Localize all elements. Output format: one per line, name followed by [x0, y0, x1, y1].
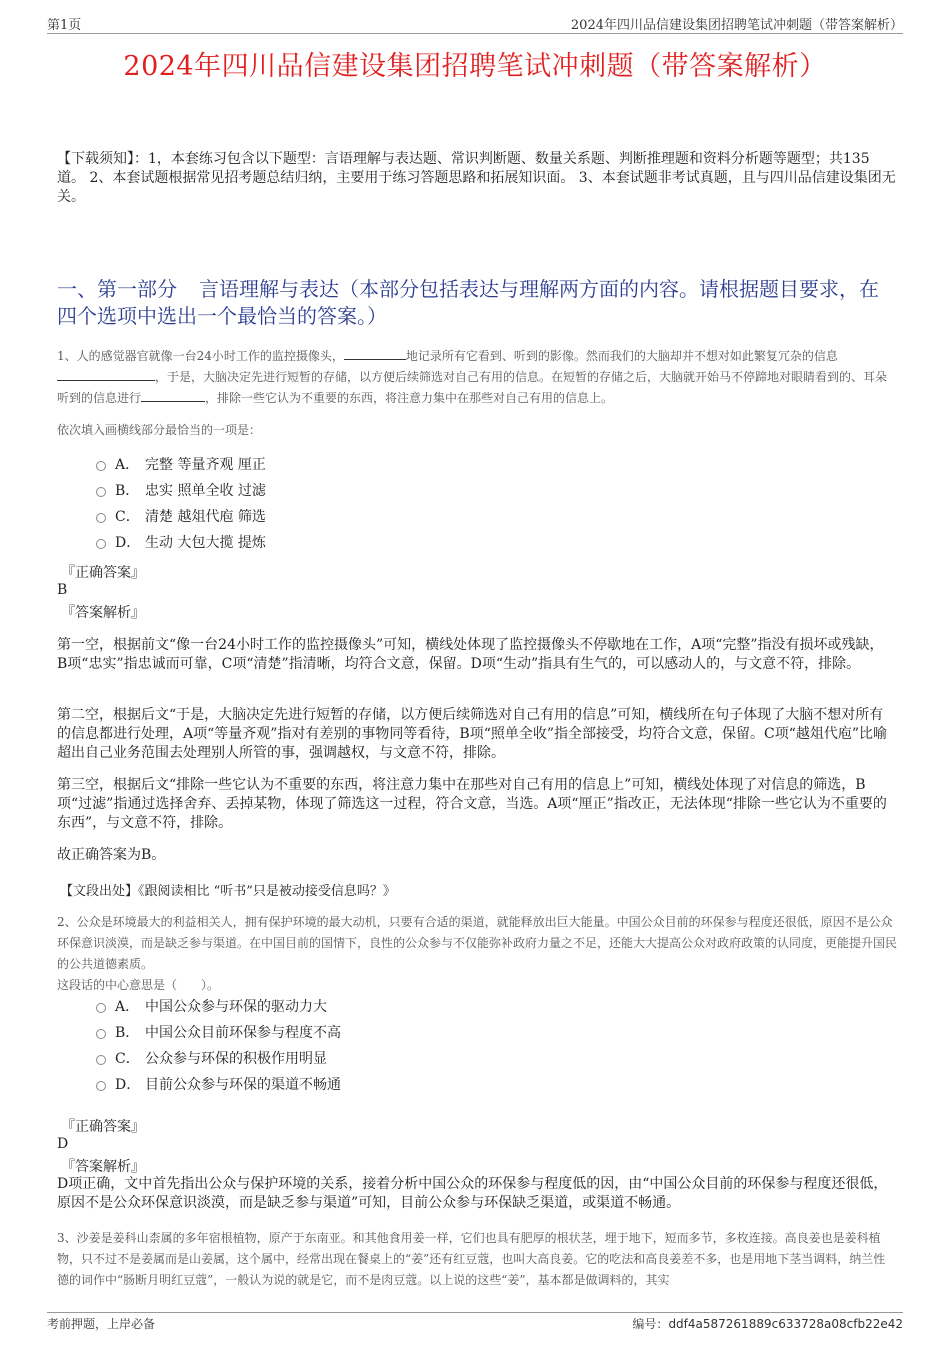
q1-option-b[interactable]: B． 忠实 照单全收 过滤	[96, 480, 496, 506]
q1-option-d[interactable]: D． 生动 大包大揽 提炼	[96, 532, 496, 558]
question-1-options	[96, 454, 496, 558]
q1-correct-answer: B	[57, 582, 68, 598]
footer-code: 编号：ddf4a587261889c633728a08cfb22e42	[632, 1317, 903, 1331]
question-1-prompt: 依次填入画横线部分最恰当的一项是：	[57, 423, 262, 437]
q1-analysis-blank-3: 第三空，根据后文“排除一些它认为不重要的东西，将注意力集中在那些对自己有用的信息上”可知，横线处体现了对信息的筛选，B项“过滤”指通过选择舍弃、丢掉某物，体现了筛选这一过程，符合文意，当选。A项“厘正”指改正，无法体现“排除一些它认为不重要的东西”，与文意不符，排除。	[57, 777, 887, 831]
q1-analysis-blank-1: 第一空，根据前文“像一台24小时工作的监控摄像头”可知，横线处体现了监控摄像头不停歇地在工作，A项“完整”指没有损坏或残缺，B项“忠实”指忠诚而可靠，C项“清楚”指清晰，均符合文意，保留。D项“生动”指具有生气的，可以感动人的，与文意不符，排除。	[57, 637, 884, 672]
section-description: 言语理解与表达（本部分包括表达与理解两方面的内容。请根据题目要求，在四个选项中选出一个最恰当的答案。）	[57, 277, 879, 328]
radio-icon[interactable]	[96, 461, 106, 471]
question-2-options	[96, 996, 496, 1100]
footer-slogan: 考前押题，上岸必备	[47, 1317, 156, 1331]
q2-option-a[interactable]: A． 中国公众参与环保的驱动力大	[96, 996, 496, 1022]
document-title: 2024年四川品信建设集团招聘笔试冲刺题（带答案解析）	[123, 51, 827, 82]
q2-correct-answer: D	[57, 1136, 69, 1152]
radio-icon[interactable]	[96, 1029, 106, 1039]
q1-analysis-label: 『答案解析』	[61, 605, 145, 621]
header-doc-title: 2024年四川品信建设集团招聘笔试冲刺题（带答案解析）	[570, 18, 903, 33]
q1-analysis-conclusion: 故正确答案为B。	[57, 847, 166, 863]
radio-icon[interactable]	[96, 539, 106, 549]
q1-option-a[interactable]: A． 完整 等量齐观 厘正	[96, 454, 496, 480]
question-2-prompt: 这段话的中心意思是（ ）。	[57, 978, 220, 992]
radio-icon[interactable]	[96, 513, 106, 523]
page-number: 第1页	[47, 18, 82, 33]
q2-correct-answer-label: 『正确答案』	[61, 1119, 145, 1135]
q2-option-b[interactable]: B． 中国公众目前环保参与程度不高	[96, 1022, 496, 1048]
q1-correct-answer-label: 『正确答案』	[61, 565, 145, 581]
q1-source: 【文段出处】《跟阅读相比 “听书”只是被动接受信息吗？》	[60, 884, 396, 899]
page-footer	[47, 1312, 903, 1332]
radio-icon[interactable]	[96, 1055, 106, 1065]
radio-icon[interactable]	[96, 1003, 106, 1013]
q2-option-d[interactable]: D． 目前公众参与环保的渠道不畅通	[96, 1074, 496, 1100]
page-header	[47, 12, 903, 34]
q2-option-c[interactable]: C． 公众参与环保的积极作用明显	[96, 1048, 496, 1074]
q2-analysis: D项正确，文中首先指出公众与保护环境的关系，接着分析中国公众的环保参与程度低的因，由“中国公众目前的环保参与程度还很低，原因不是公众环保意识淡漠，而是缺乏参与渠道”可知，目前公众参与环保缺乏渠道，或渠道不畅通。	[57, 1176, 888, 1211]
download-notice: 【下载须知】：1，本套练习包含以下题型：言语理解与表达题、常识判断题、数量关系题、判断推理题和资料分析题等题型；共135道。 2、本套试题根据常见招考题总结归纳，主要用于练习答题思路和拓展知识面。 3、本套试题非考试真题，且与四川品信建设集团无关。	[57, 151, 896, 205]
q2-analysis-label: 『答案解析』	[61, 1159, 145, 1175]
question-3-text: 3、沙姜是姜科山柰属的多年宿根植物，原产于东南亚。和其他食用姜一样，它们也具有肥厚的根状茎，埋于地下，短而多节，多枚连接。高良姜也是姜科植物，只不过不是姜属而是山姜属，这个属中，经常出现在餐桌上的“姜”还有红豆蔻，也叫大高良姜。它的吃法和高良姜差不多，也是用地下茎当调料，纳兰性德的词作中“肠断月明红豆蔻”，一般认为说的就是它，而不是肉豆蔻。以上说的这些“姜”，基本都是做调料的，其实	[57, 1231, 886, 1287]
radio-icon[interactable]	[96, 1081, 106, 1091]
question-2-text: 2、公众是环境最大的利益相关人，拥有保护环境的最大动机，只要有合适的渠道，就能释放出巨大能量。中国公众目前的环保参与程度还很低，原因不是公众环保意识淡漠，而是缺乏参与渠道。在中国目前的国情下，良性的公众参与不仅能弥补政府力量之不足，还能大大提高公众对政府政策的认同度，更能提升国民的公共道德素质。	[57, 915, 898, 971]
q1-analysis-blank-2: 第二空，根据后文“于是，大脑决定先进行短暂的存储，以方便后续筛选对自己有用的信息”可知，横线所在句子体现了大脑不想对所有的信息都进行处理，A项“等量齐观”指对有差别的事物同等看待，B项“照单全收”指全部接受，均符合文意，保留。C项“越俎代庖”比喻超出自己业务范围去处理别人所管的事，强调越权，与文意不符，排除。	[57, 707, 888, 761]
question-1-text: 1、人的感觉器官就像一台24小时工作的监控摄像头， 地记录所有它看到、听到的影像。然而我们的大脑却并不想对如此繁复冗杂的信息，于是，大脑决定先进行短暂的存储，以方便后续筛选对自己有用的信息。在短暂的存储之后，大脑就开始马不停蹄地对眼睛看到的、耳朵听到的信息进行 ，排除一些它认为不重要的东西，将注意力集中在那些对自己有用的信息上。	[57, 349, 888, 405]
section-heading	[57, 276, 897, 330]
q1-option-c[interactable]: C． 清楚 越俎代庖 筛选	[96, 506, 496, 532]
document-id: ddf4a587261889c633728a08cfb22e42	[668, 1317, 903, 1331]
radio-icon[interactable]	[96, 487, 106, 497]
section-number: 一、第一部分	[57, 277, 177, 301]
